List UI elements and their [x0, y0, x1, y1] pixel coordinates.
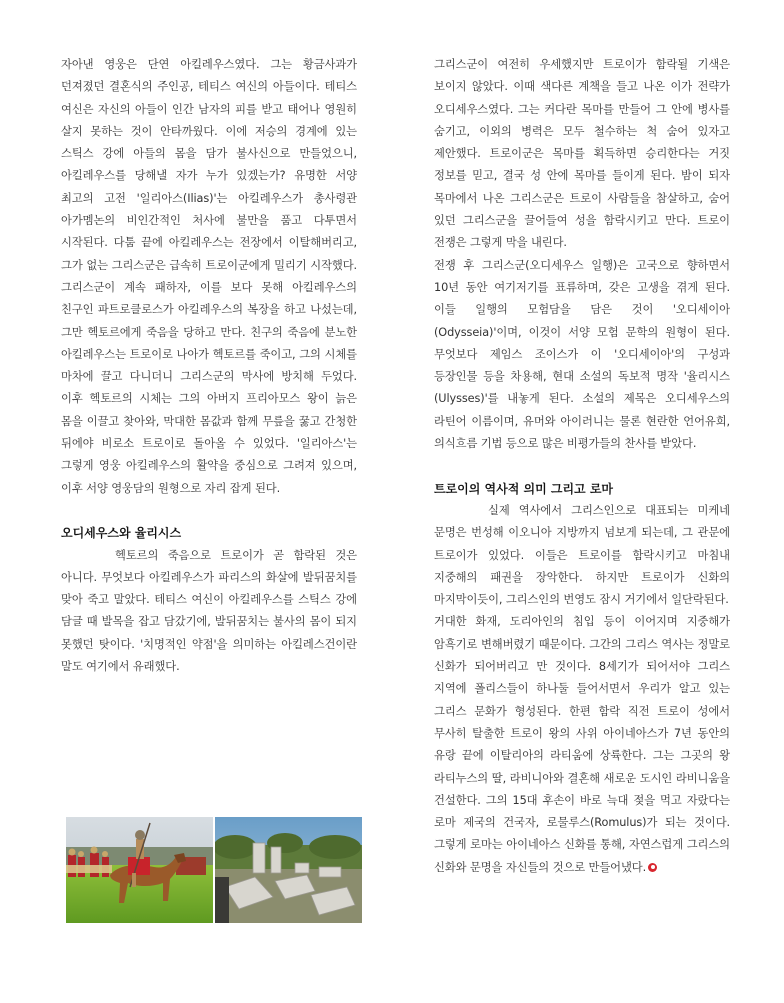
reenactment-photo-icon [66, 817, 213, 923]
right-column [434, 54, 730, 879]
article-paragraph: 실제 역사에서 그리스인으로 대표되는 미케네 문명은 번성해 이오니아 지방까지 넘보게 되는데, 그 관문에 트로이가 있었다. 이들은 트로이를 함락시키고 마침내 지중해의 패권을 장악한다. 하지만 트로이가 신화의 마지막이듯이, 그리스인의 번영도 잠시 거기에서 일단락된다. [434, 503, 730, 607]
article-paragraph: 자아낸 영웅은 단연 아킬레우스였다. 그는 황금사과가 던져졌던 결혼식의 주인공, 테티스 여신의 아들이다. 테티스 여신은 자신의 아들이 인간 남자의 피를 받고 태어나 영원히 살지 못하는 것이 안타까웠다. 이에 저승의 경계에 있는 스틱스 강에 아들의 몸을 담가 불사신으로 만들었으니, 아킬레우스를 당해낼 자가 누가 있겠는가? 유명한 서양 최고의 고전 '일리아스(Ilias)'는 아킬레우스가 총사령관 아가멤논의 비인간적인 처사에 불만을 품고 다투면서 시작된다. 다툼 끝에 아킬레우스는 전장에서 이탈해버리고, 그가 없는 그리스군은 급속히 트로이군에게 밀리기 시작했다. 그리스군이 계속 패하자, 이를 보다 못해 아킬레우스의 친구인 파트로클로스가 아킬레우스의 복장을 하고 나섰는데, 그만 헥토르에게 죽음을 당하고 만다. 친구의 죽음에 분노한 아킬레우스는 트로이로 나아가 헥토르를 죽이고, 그의 시체를 마차에 끌고 다니더니 그리스군의 막사에 방치해 두었다. 이후 헥토르의 시체는 그의 아버지 프리아모스 왕이 늙은 몸을 이끌고 찾아와, 막대한 몸값과 함께 무릎을 꿇고 간청한 뒤에야 비로소 트로이로 돌아올 수 있었다. '일리아스'는 그렇게 영웅 아킬레우스의 활약을 중심으로 그려져 있으며, 이후 서양 영웅담의 원형으로 자리 잡게 된다. [61, 58, 357, 495]
article-paragraph [434, 611, 730, 879]
article-paragraph: 헥토르의 죽음으로 트로이가 곧 함락된 것은 아니다. 무엇보다 아킬레우스가 파리스의 화살에 발뒤꿈치를 맞아 죽고 말았다. 테티스 여신이 아킬레우스를 스틱스 강에 담글 때 발목을 잡고 담갔기에, 발뒤꿈치는 불사의 몸이 되지 못했던 탓이다. '치명적인 약점'을 의미하는 아킬레스건이란 말도 여기에서 유래했다. [61, 548, 357, 674]
ruins-photo-icon [215, 817, 362, 923]
ruins-photo [215, 817, 362, 923]
article-paragraph-text: 거대한 화재, 도리아인의 침입 등이 이어지며 지중해가 암흑기로 변해버렸기 때문이다. 그간의 그리스 역사는 정말로 신화가 되어버리고 만 것이다. 8세기가 되어서야 그리스 지역에 폴리스들이 하나둘 들어서면서 우리가 알고 있는 그리스 문화가 형성된다. 한편 함락 직전 트로이 성에서 무사히 탈출한 트로이 왕의 사위 아이네아스가 7년 동안의 유랑 끝에 이탈리아의 라티움에 상륙한다. 그는 그곳의 왕 라티누스의 딸, 라비니아와 결혼해 새로운 도시인 라비니움을 건설한다. 그의 15대 후손이 바로 늑대 젖을 먹고 자랐다는 로마 제국의 건국자, 로물루스(Romulus)가 되는 것이다. 그렇게 로마는 아이네아스 신화를 통해, 자연스럽게 그리스의 신화와 문명을 자신들의 것으로 만들어냈다. [434, 615, 730, 874]
end-mark-icon [648, 863, 657, 872]
article-paragraph: 전쟁 후 그리스군(오디세우스 일행)은 고국으로 향하면서 10년 동안 여기저기를 표류하며, 갖은 고생을 겪게 된다. 이들 일행의 모험담을 담은 것이 '오디세이아(Odysseia)'이며, 이것이 서양 모험 문학의 원형이 된다. 무엇보다 제임스 조이스가 이 '오디세이아'의 구성과 등장인물 등을 차용해, 현대 소설의 독보적 명작 '율리시스(Ulysses)'를 내놓게 된다. 소설의 제목은 오디세우스의 라틴어 이름이며, 유머와 아이러니는 물론 현란한 언어유희, 의식흐름 기법 등으로 많은 비평가들의 찬사를 받았다. [434, 258, 730, 451]
left-column [61, 54, 357, 678]
article-paragraph: 그리스군이 여전히 우세했지만 트로이가 함락될 기색은 보이지 않았다. 이때 색다른 계책을 들고 나온 이가 전략가 오디세우스였다. 그는 커다란 목마를 만들어 그 안에 병사를 숨기고, 이외의 병력은 모두 철수하는 척 숨어 있자고 제안했다. 트로이군은 목마를 획득하면 승리한다는 거짓 정보를 믿고, 결국 성 안에 목마를 들이게 된다. 밤이 되자 목마에서 나온 그리스군은 트로이 사람들을 참살하고, 숨어 있던 그리스군을 끌어들여 성을 함락시키고 만다. 트로이 전쟁은 그렇게 막을 내린다. [434, 58, 730, 250]
reenactment-photo [66, 817, 213, 923]
section-heading: 오디세우스와 율리시스 [61, 526, 182, 541]
section-heading: 트로이의 역사적 의미 그리고 로마 [434, 481, 614, 496]
photo-strip [66, 817, 362, 923]
